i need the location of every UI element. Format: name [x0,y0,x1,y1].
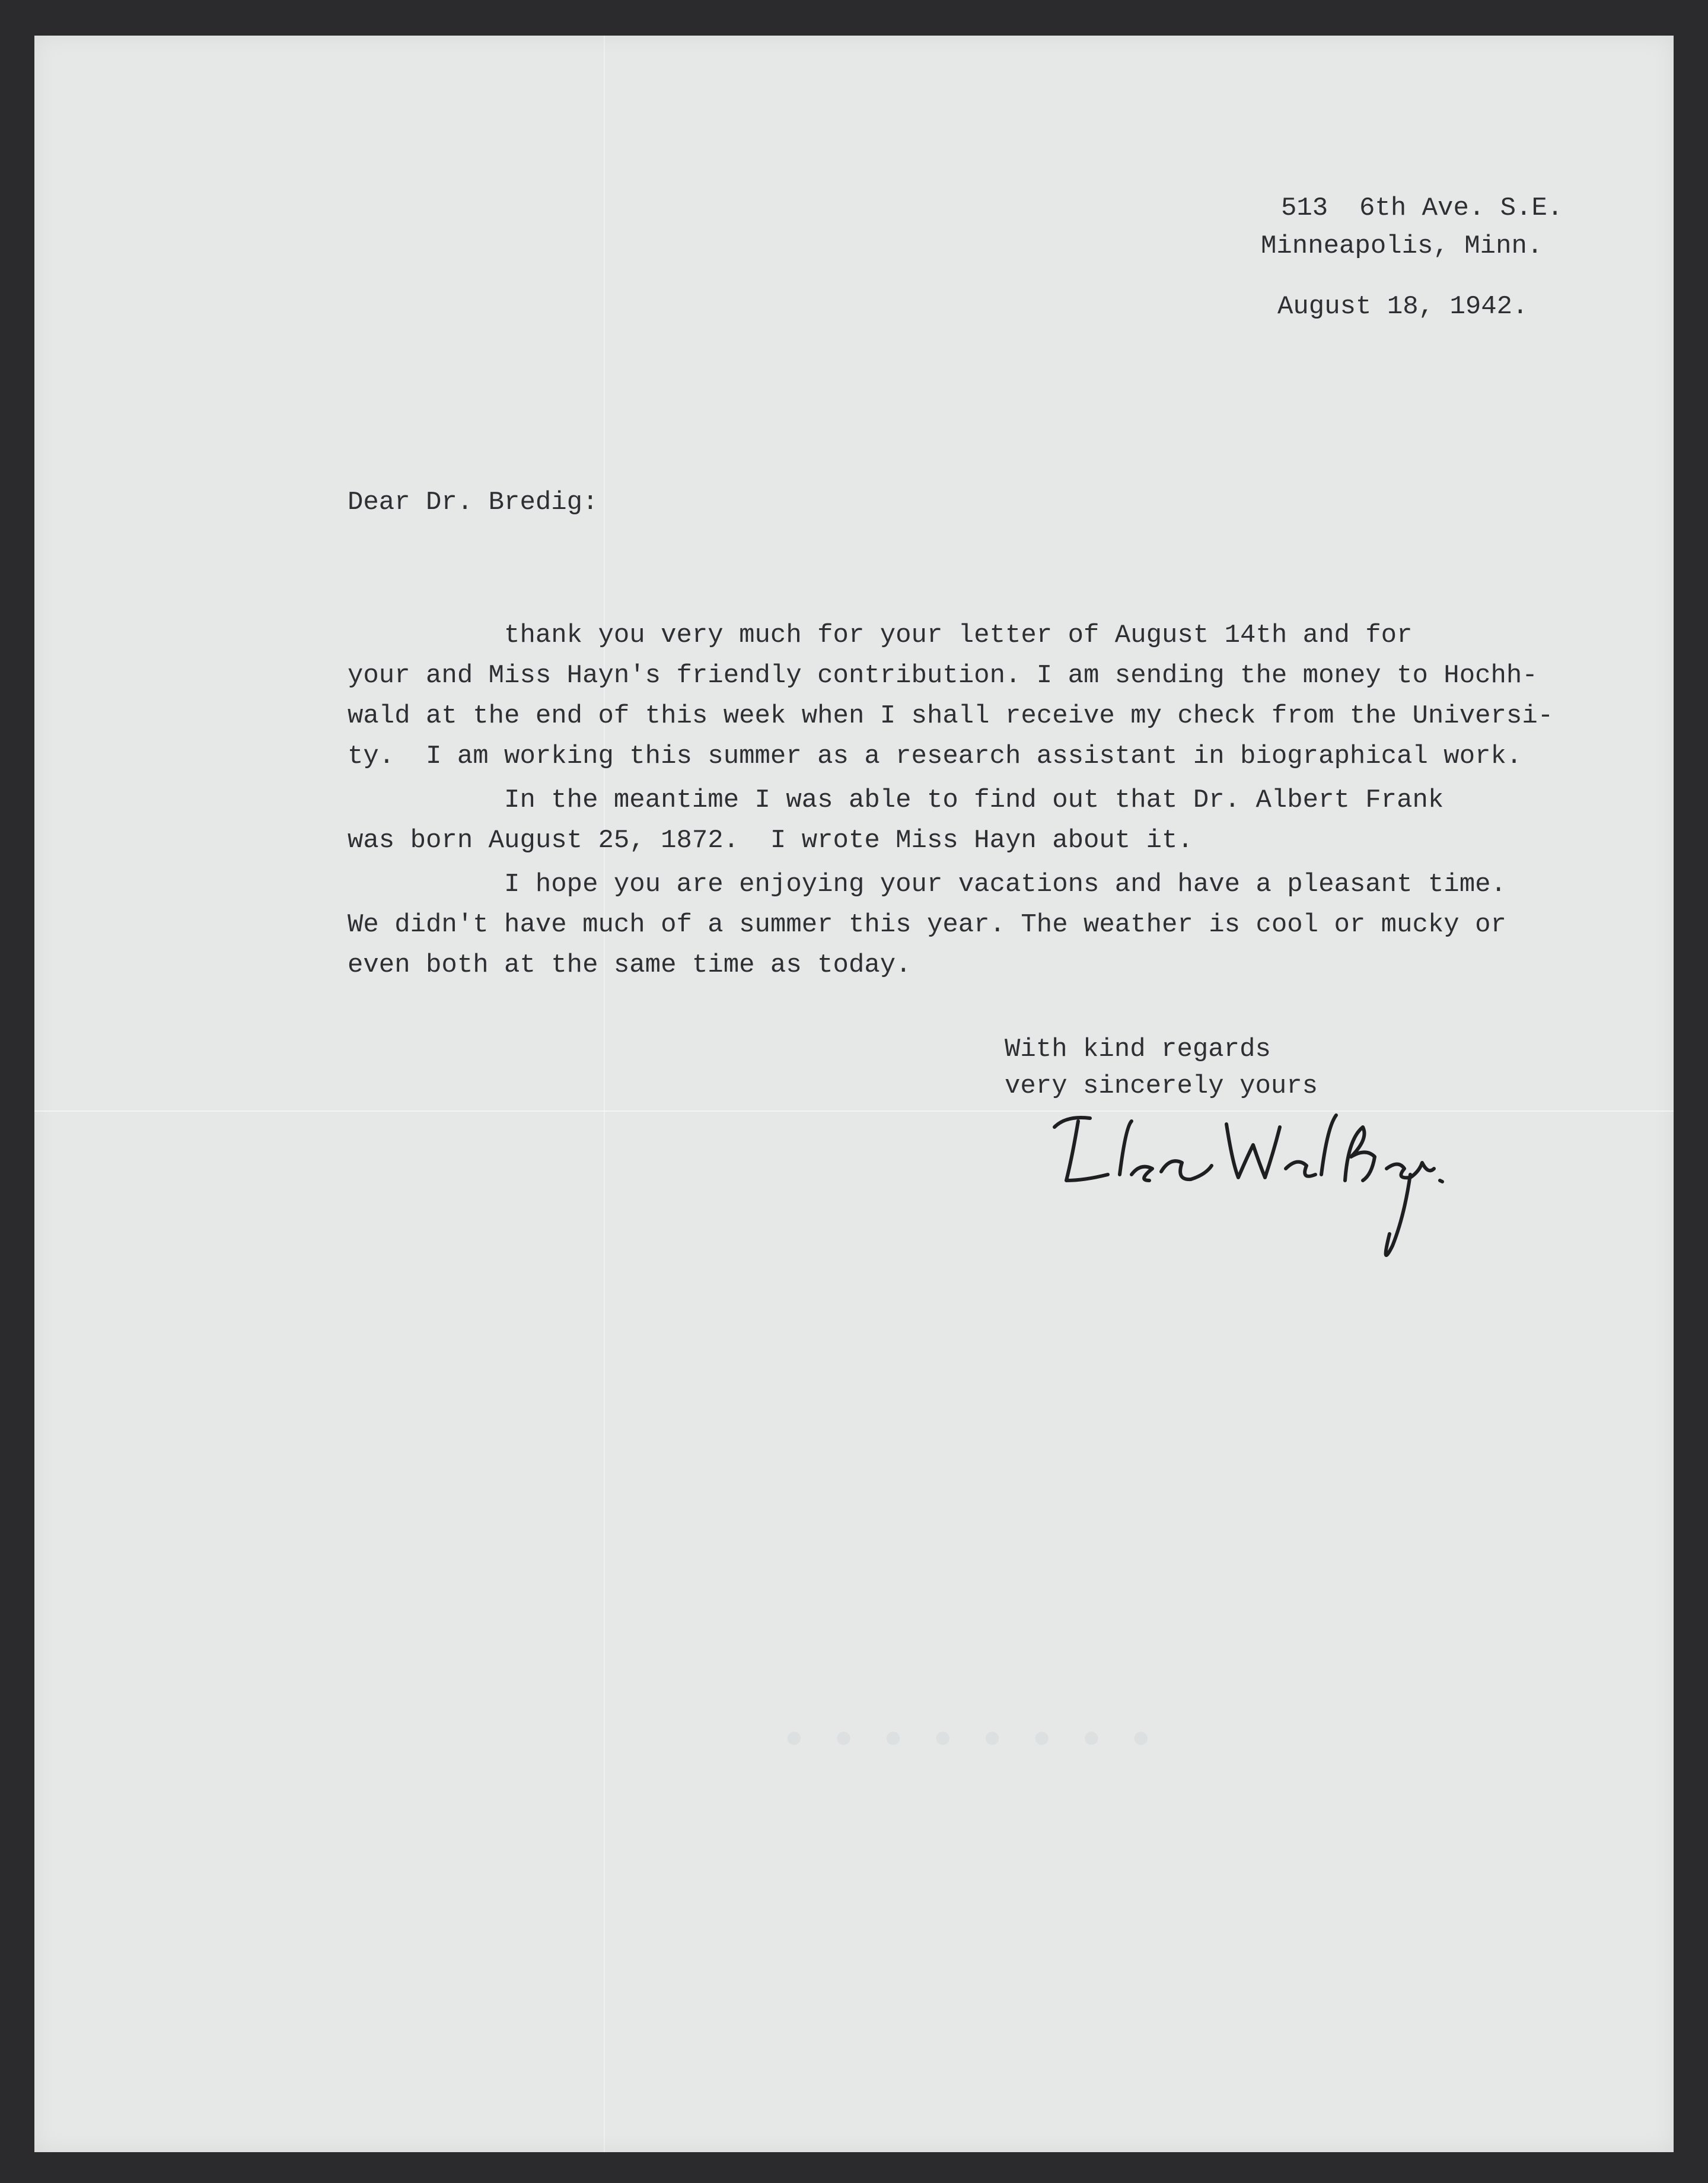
paragraph-line: your and Miss Hayn's friendly contribution. I am sending the money to Hochh- [348,661,1538,690]
letter-page [34,36,1674,2152]
sender-address-street: 513 6th Ave. S.E. [1281,193,1563,223]
paragraph-line: ty. I am working this summer as a research assistant in biographical work. [348,742,1522,771]
paragraph-line: thank you very much for your letter of August 14th and for [348,620,1413,650]
closing-line-2: very sincerely yours [1005,1071,1318,1101]
paragraph-line: was born August 25, 1872. I wrote Miss Hayn about it. [348,826,1193,855]
letter-date: August 18, 1942. [1277,292,1528,322]
salutation: Dear Dr. Bredig: [348,488,598,517]
handwritten-signature [1043,1092,1458,1281]
sender-address-city: Minneapolis, Minn. [1261,231,1543,261]
closing-line-1: With kind regards [1005,1035,1271,1064]
paragraph-line: wald at the end of this week when I shall receive my check from the Universi- [348,701,1554,731]
paragraph-line: We didn't have much of a summer this year. The weather is cool or mucky or [348,910,1506,940]
fold-crease-vertical [604,36,605,2152]
paragraph-line: In the meantime I was able to find out that Dr. Albert Frank [348,785,1444,815]
paragraph-line: even both at the same time as today. [348,950,912,980]
paragraph-line: I hope you are enjoying your vacations and have a pleasant time. [348,870,1506,899]
letterhead-bleed-through: · · · · · · · · [782,1697,1153,1780]
